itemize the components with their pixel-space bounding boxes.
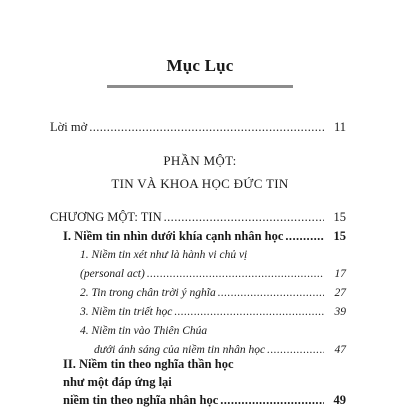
toc-entry-section-2-line1[interactable]: II. Niềm tin theo nghĩa thần học (63, 357, 234, 371)
toc-entry-section-2[interactable] (63, 392, 346, 408)
part-subtitle: TIN VÀ KHOA HỌC ĐỨC TIN (111, 176, 289, 191)
toc-entry-label: CHƯƠNG MỘT: TIN (50, 210, 162, 224)
toc-entry-section-2-line2[interactable]: như một đáp ứng lại (63, 375, 172, 389)
toc-entry-page: 39 (334, 306, 346, 318)
toc-subentry-3[interactable] (80, 304, 346, 320)
toc-subentry-2[interactable] (80, 285, 346, 301)
dot-leader (220, 392, 324, 408)
toc-entry-label: Lời mở (50, 120, 88, 134)
toc-entry-page: 49 (333, 393, 346, 407)
toc-entry-label: I. Niềm tin nhìn dưới khía cạnh nhân học (63, 229, 284, 243)
toc-entry-page: 11 (333, 120, 346, 134)
toc-entry-page: 47 (334, 344, 346, 356)
toc-entry-page: 17 (334, 268, 346, 280)
dot-leader (147, 266, 324, 282)
dot-leader (267, 342, 324, 358)
toc-entry-chapter[interactable] (50, 209, 346, 225)
toc-entry-label: 2. Tin trong chân trời ý nghĩa (80, 287, 216, 299)
toc-entry-loi-mo[interactable] (50, 119, 346, 135)
dot-leader (89, 119, 324, 135)
dot-leader (285, 228, 324, 244)
toc-entry-section-1[interactable] (63, 228, 346, 244)
dot-leader (164, 209, 324, 225)
toc-entry-label: 3. Niềm tin triết học (80, 306, 173, 318)
toc-subentry-1-line1[interactable]: 1. Niềm tin xét như là hành vi chủ vị (80, 249, 248, 261)
toc-entry-label: (personal act) (80, 268, 145, 280)
dot-leader (218, 285, 324, 301)
toc-entry-label: niềm tin theo nghĩa nhân học (63, 393, 219, 407)
toc-entry-page: 15 (333, 210, 346, 224)
toc-entry-page: 27 (334, 287, 346, 299)
toc-entry-label: dưới ánh sáng của niềm tin nhân học (94, 344, 266, 356)
toc-subentry-4-line1[interactable]: 4. Niềm tin vào Thiên Chúa (80, 325, 208, 337)
page-title: Mục Lục (166, 56, 234, 75)
title-underline (107, 85, 293, 88)
dot-leader (174, 304, 324, 320)
part-heading: PHẦN MỘT: (163, 153, 237, 168)
toc-subentry-1[interactable] (80, 266, 346, 282)
toc-entry-page: 15 (333, 229, 346, 243)
